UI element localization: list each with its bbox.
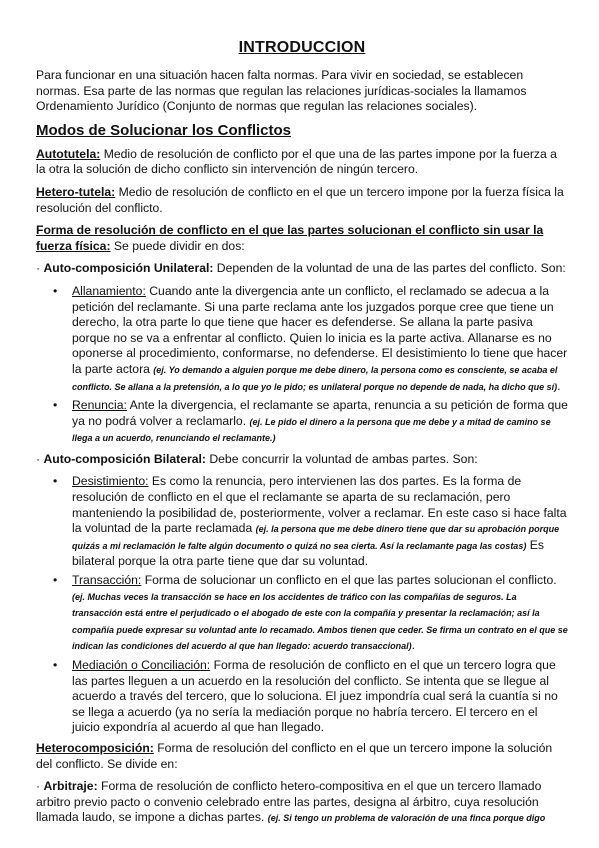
autotutela-term: Autotutela: [36, 146, 101, 161]
item-example: (ej. Muchas veces la transacción se hace en los accidentes de tráfico con las compañías de seguros. La transacción está entre el perjudicado o el abogado de este con la compañía y presentar la reclamación; así la compañía puede expresar su voluntad ante lo recamado. Ambos tienen que ceder. Se firma un contrato en el que se indican las condiciones del acuerdo al que han llegado: acuerdo transaccional) [72, 591, 568, 652]
bullet-icon: • [53, 398, 58, 413]
item-tail: . [411, 638, 415, 653]
item-tail: . [557, 378, 561, 393]
item-tail: Es bilateral porque la otra parte tiene que dar su voluntad. [72, 537, 544, 569]
item-example: (ej. Le pido el dinero a la persona que me debe y a mitad de camino se llega a un acuerdo, renunciando el reclamante.) [72, 416, 551, 444]
arbitraje-example: (ej. Si tengo un problema de valoración de una finca porque digo [267, 813, 546, 824]
item-term: Transacción: [72, 573, 142, 588]
arbitraje-term: Arbitraje: [43, 779, 98, 794]
item-text: Forma de solucionar un conflicto en el que las partes solucionan el conflicto. [141, 573, 557, 588]
bilateral-text: Debe concurrir la voluntad de ambas partes. Son: [205, 451, 478, 466]
forma-term: Forma de resolución de conflicto en el que las partes solucionan el conflicto sin usar la fuerza física: [36, 223, 544, 253]
forma-text: Se puede dividir en dos: [110, 238, 245, 253]
arbitraje-prefix: · [36, 779, 44, 794]
heterotutela-term: Hetero-tutela: [36, 184, 116, 199]
heterocomposicion-text: Forma de resolución del conflicto en el que un tercero impone la solución del conflicto. Se divide en: [36, 740, 553, 771]
page-title: INTRODUCCION [238, 39, 366, 56]
autotutela-paragraph [36, 147, 568, 178]
item-text: Cuando ante la divergencia ante un conflicto, el reclamado se adecua a la petición del reclamante. Si una parte reclama ante los juzgados porque cree que tiene un derecho, la otra parte lo que tiene que hacer es defenderse. Se allana la parte pasiva porque no se va a enfrentar al conflicto. Quien lo inicia es la parte activa. Allanarse es no oponerse al procedimiento, conformarse, no defenderse. El desistimiento lo tiene que hacer la parte actora [72, 283, 568, 376]
bullet-icon: • [53, 474, 58, 489]
item-example: (ej. Yo demando a alguien porque me debe dinero, la persona como es consciente, se acaba el conflicto. Se allana a la pretensión, a lo que yo le pido; es unilateral porque no depende de nada, ha dicho que sí) [72, 364, 558, 392]
heterocomposicion-term: Heterocomposición: [36, 740, 154, 755]
unilateral-term: Auto-composición Unilateral: [43, 261, 214, 276]
heterocomposicion-paragraph [36, 741, 568, 772]
bullet-icon: • [53, 283, 58, 298]
list-item-allanamiento [53, 283, 568, 395]
item-term: Allanamiento: [72, 283, 146, 298]
autotutela-text: Medio de resolución de conflicto por el que una de las partes impone por la fuerza a la otra la solución de dicho conflicto sin intervención de ningún tercero. [36, 146, 557, 177]
item-text: Forma de resolución de conflicto en el que un tercero logra que las partes lleguen a un acuerdo en la resolución del conflicto. Se intenta que se llegue al acuerdo a través del tercero, que lo soluciona. El juez impondría cual será la cuantía si no se llega a acuerdo (ya no sería la mediación porque no habría tercero. El tercero en el juicio expondría al acuerdo al que han llegado. [72, 658, 558, 735]
unilateral-list [36, 284, 568, 447]
unilateral-text: Dependen de la voluntad de una de las partes del conflicto. Son: [213, 261, 566, 276]
bullet-icon: • [53, 658, 58, 672]
list-item-transaccion [53, 573, 568, 655]
forma-paragraph [36, 223, 568, 254]
bilateral-prefix: · [36, 451, 44, 466]
unilateral-prefix: · [36, 261, 44, 276]
list-item-mediacion [53, 658, 568, 736]
item-term: Desistimiento: [72, 474, 149, 489]
item-term: Mediación o Conciliación: [72, 658, 211, 672]
heterotutela-text: Medio de resolución de conflicto en el que un tercero impone por la fuerza física la resolución del conflicto. [36, 184, 564, 215]
arbitraje-text: Forma de resolución de conflicto hetero-compositiva en el que un tercero llamado arbitro previo pacto o convenio celebrado entre las partes, designa al árbitro, cuya resolución llamada laudo, se impone a dichas partes. [36, 779, 542, 825]
item-example: (ej. la persona que me debe dinero tiene que dar su aprobación porque quizás a mi reclamación le falte algún documento o quizá no sea cierta. Así la reclamante paga las costas) [72, 524, 560, 551]
bullet-icon: • [53, 573, 58, 588]
arbitraje-paragraph [36, 779, 568, 827]
section-heading: Modos de Solucionar los Conflictos [36, 121, 292, 139]
bilateral-list [36, 474, 568, 736]
bilateral-paragraph [36, 452, 568, 468]
bilateral-term: Auto-composición Bilateral: [43, 451, 206, 466]
item-text: Ante la divergencia, el reclamante se aparta, renuncia a su petición de forma que ya no podrá volver a reclamarlo. [72, 398, 568, 428]
intro-paragraph: Para funcionar en una situación hacen falta normas. Para vivir en sociedad, se establecen normas. Esa parte de las normas que regulan las relaciones jurídicas-sociales la llamamos Ordenamiento Jurídico (Conjunto de normas que regulan las relaciones sociales). [36, 68, 527, 114]
item-text: Es como la renuncia, pero intervienen las dos partes. Es la forma de resolución de conflicto en el que el reclamante se aparta de su reclamación, pero manteniendo la posibilidad de, posteriormente, volver a reclamar. En este caso si hace falta la voluntad de la parte reclamada [72, 474, 567, 536]
heterotutela-paragraph [36, 185, 568, 216]
list-item-desistimiento [53, 474, 568, 570]
unilateral-paragraph [36, 261, 568, 277]
list-item-renuncia [53, 398, 568, 447]
item-term: Renuncia: [72, 398, 127, 413]
document-page [36, 38, 568, 834]
